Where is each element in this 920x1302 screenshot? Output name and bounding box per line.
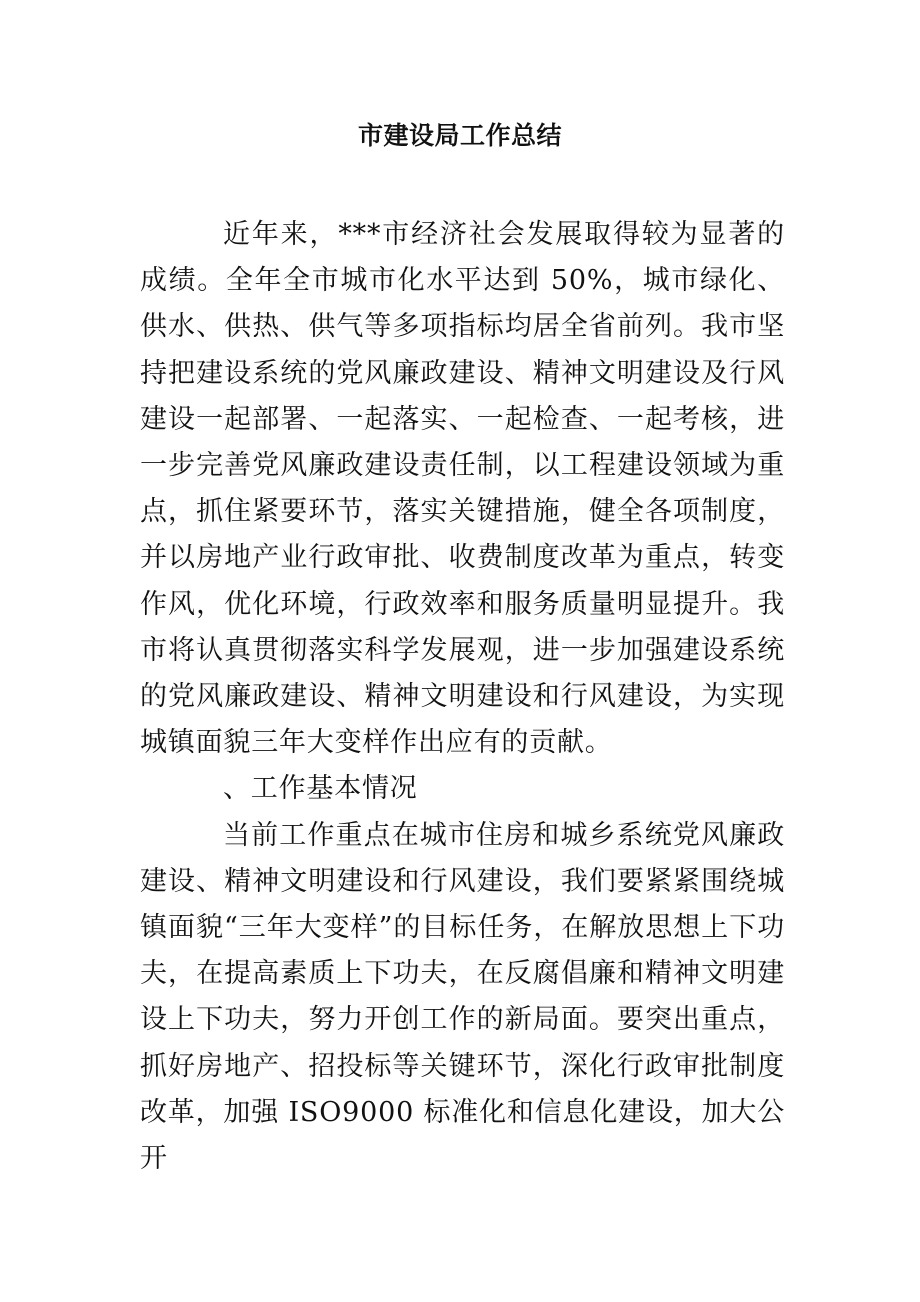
- document-title: 市建设局工作总结: [357, 121, 562, 150]
- section-heading: 、工作基本情况: [223, 773, 418, 805]
- paragraph-intro: 近年来，***市经济社会发展取得较为显著的成绩。全年全市城市化水平达到 50%，城市绿化、供水、供热、供气等多项指标均居全省前列。我市坚持把建设系统的党风廉政建设、精神文明建设及行风建设一起部署、一起落实、一起检查、一起考核，进一步完善党风廉政建设责任制，以工程建设领域为重点，抓住紧要环节，落实关键措施，健全各项制度，并以房地产业行政审批、收费制度改革为重点，转变作风，优化环境，行政效率和服务质量明显提升。我市将认真贯彻落实科学发展观，进一步加强建设系统的党风廉政建设、精神文明建设和行风建设，为实现城镇面貌三年大变样作出应有的贡献。: [140, 219, 785, 759]
- paragraph-section: 当前工作重点在城市住房和城乡系统党风廉政建设、精神文明建设和行风建设，我们要紧紧围绕城镇面貌“三年大变样”的目标任务，在解放思想上下功夫，在提高素质上下功夫，在反腐倡廉和精神文明建设上下功夫，努力开创工作的新局面。要突出重点，抓好房地产、招投标等关键环节，深化行政审批制度改革，加强 ISO9000 标准化和信息化建设，加大公开: [140, 819, 785, 1175]
- document-body: [140, 212, 785, 1182]
